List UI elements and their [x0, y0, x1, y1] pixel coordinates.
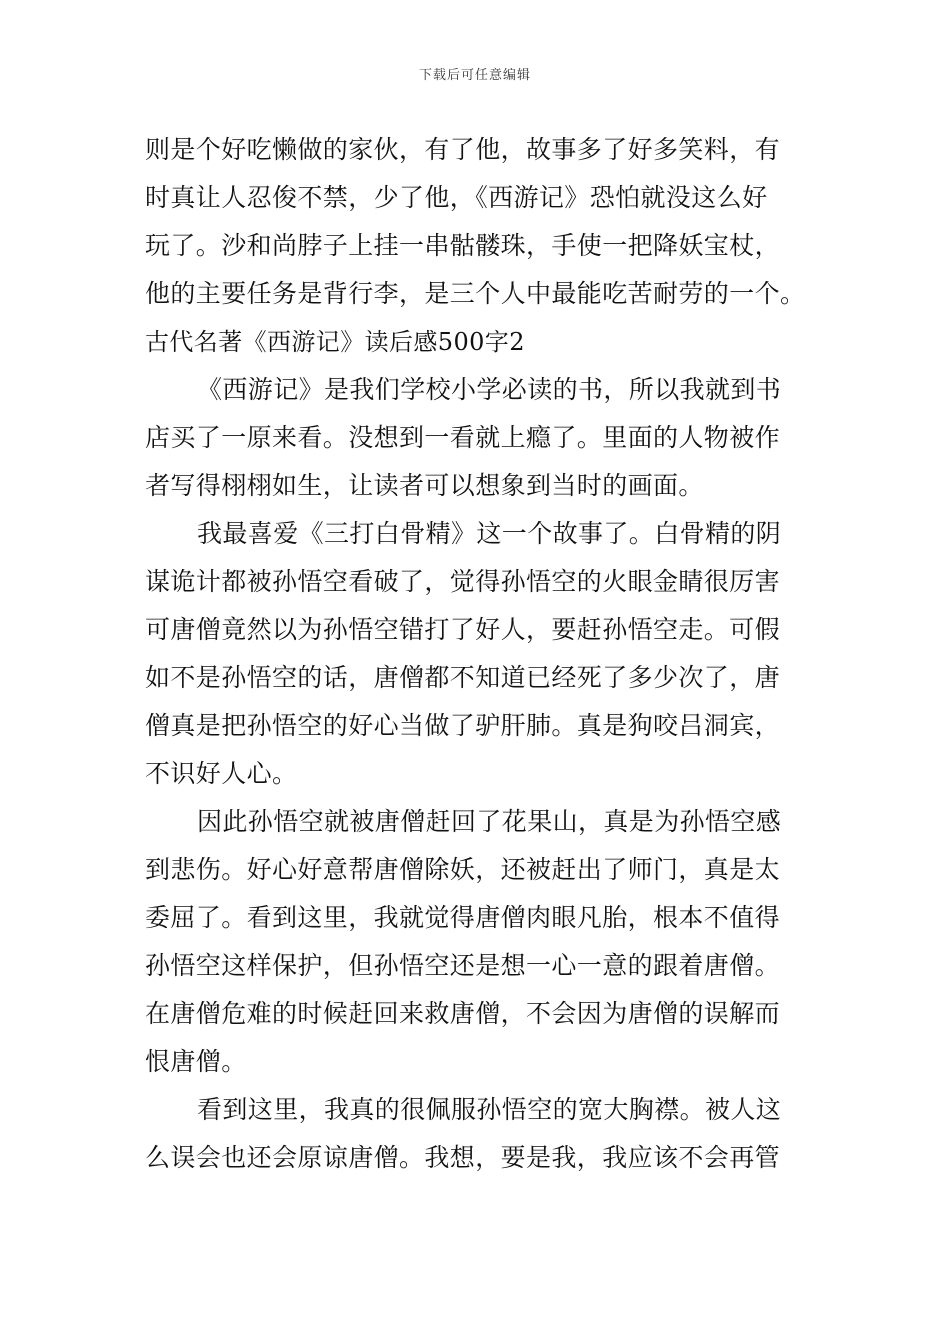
section-heading: 古代名著《西游记》读后感500字2	[145, 328, 525, 356]
text-line: 谋诡计都被孙悟空看破了，觉得孙悟空的火眼金睛很厉害	[145, 567, 781, 596]
text-line: 店买了一原来看。没想到一看就上瘾了。里面的人物被作	[145, 423, 781, 452]
page-header: 下载后可任意编辑	[418, 68, 531, 83]
text-line: 僧真是把孙悟空的好心当做了驴肝肺。真是狗咬吕洞宾，	[145, 711, 781, 740]
text-line: 他的主要任务是背行李，是三个人中最能吃苦耐劳的一个。	[145, 279, 806, 308]
text-line: 如不是孙悟空的话，唐僧都不知道已经死了多少次了，唐	[145, 663, 781, 692]
text-line: 可唐僧竟然以为孙悟空错打了好人，要赶孙悟空走。可假	[145, 615, 781, 644]
text-line: 玩了。沙和尚脖子上挂一串骷髅珠，手使一把降妖宝杖，	[145, 231, 781, 260]
text-line: 我最喜爱《三打白骨精》这一个故事了。白骨精的阴	[197, 519, 782, 548]
text-line: 不识好人心。	[145, 759, 298, 788]
document-body	[145, 126, 810, 1182]
text-line: 在唐僧危难的时候赶回来救唐僧，不会因为唐僧的误解而	[145, 999, 781, 1028]
text-line: 因此孙悟空就被唐僧赶回了花果山，真是为孙悟空感	[197, 807, 782, 836]
text-line: 委屈了。看到这里，我就觉得唐僧肉眼凡胎，根本不值得	[145, 903, 781, 932]
text-line: 时真让人忍俊不禁，少了他，《西游记》恐怕就没这么好	[145, 183, 768, 212]
text-line: 么误会也还会原谅唐僧。我想，要是我，我应该不会再管	[145, 1143, 781, 1172]
text-line: 孙悟空这样保护，但孙悟空还是想一心一意的跟着唐僧。	[145, 951, 781, 980]
text-line: 《西游记》是我们学校小学必读的书，所以我就到书	[197, 375, 782, 404]
text-line: 则是个好吃懒做的家伙，有了他，故事多了好多笑料，有	[145, 135, 781, 164]
text-line: 者写得栩栩如生，让读者可以想象到当时的画面。	[145, 471, 704, 500]
text-line: 看到这里，我真的很佩服孙悟空的宽大胸襟。被人这	[197, 1095, 782, 1124]
text-line: 恨唐僧。	[145, 1047, 247, 1076]
text-line: 到悲伤。好心好意帮唐僧除妖，还被赶出了师门，真是太	[145, 855, 781, 884]
